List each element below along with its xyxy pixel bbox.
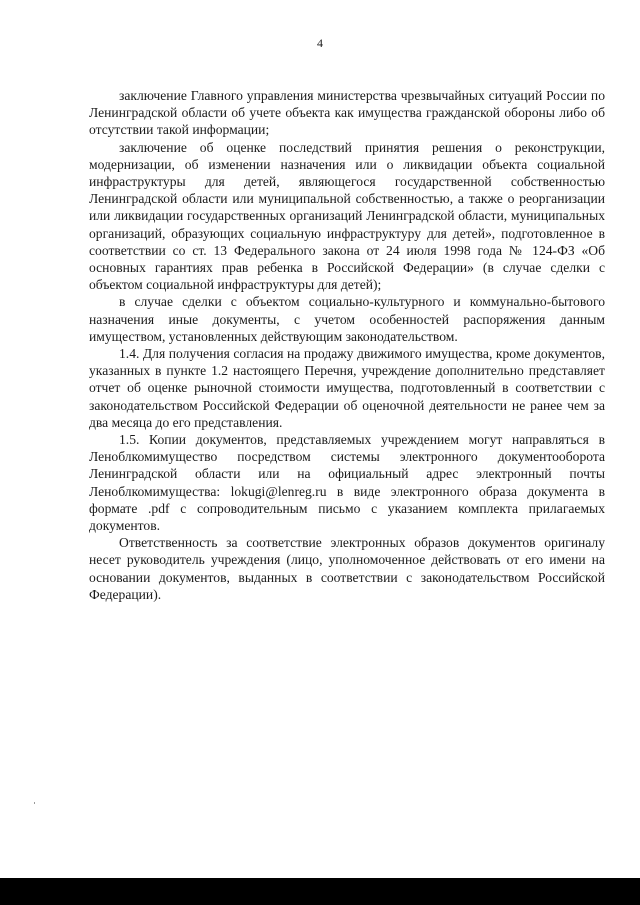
- document-body: [89, 87, 605, 603]
- paragraph-mchs-conclusion: заключение Главного управления министерства чрезвычайных ситуаций России по Ленинградской области об учете объекта как имущества гражданской обороны либо об отсутствии такой информации;: [89, 88, 605, 138]
- page-number: 4: [317, 36, 323, 50]
- scan-margin-mark: [34, 802, 35, 804]
- scan-bottom-border: [0, 878, 640, 905]
- paragraph-social-cultural-object: в случае сделки с объектом социально-культурного и коммунально-бытового назначения иные документы, с учетом особенностей распоряжения данным имуществом, установленных действующим законодательством.: [89, 294, 605, 344]
- paragraph-clause-1-4: 1.4. Для получения согласия на продажу движимого имущества, кроме документов, указанных в пункте 1.2 настоящего Перечня, учреждение дополнительно представляет отчет об оценке рыночной стоимости имущества, подготовленный в соответствии с законодательством Российской Федерации об оценочной деятельности не ранее чем за два месяца до его представления.: [89, 346, 605, 430]
- paragraph-clause-1-5: 1.5. Копии документов, представляемых учреждением могут направляться в Леноблкомимущество посредством системы электронного документооборота Ленинградской области или на официальный адрес электронный почты Леноблкомимущества: lokugi@lenreg.ru в виде электронного образа документа в формате .pdf с сопроводительным письмо с указанием комплекта прилагаемых документов.: [89, 432, 605, 534]
- paragraph-responsibility: Ответственность за соответствие электронных образов документов оригиналу несет руководитель учреждения (лицо, уполномоченное действовать от его имени на основании документов, выданных в соответствии с законодательством Российской Федерации).: [89, 535, 605, 602]
- paragraph-consequences-assessment: заключение об оценке последствий принятия решения о реконструкции, модернизации, об изменении назначения или о ликвидации объекта социальной инфраструктуры для детей, являющегося государственной собственностью Ленинградской области или муниципальной собственностью, а также о реорганизации или ликвидации государственных организаций Ленинградской области, муниципальных организаций, образующих социальную инфраструктуру для детей», подготовленное в соответствии со ст. 13 Федерального закона от 24 июля 1998 года № 124-ФЗ «Об основных гарантиях прав ребенка в Российской Федерации» (в случае сделки с объектом социальной инфраструктуры для детей);: [89, 139, 605, 293]
